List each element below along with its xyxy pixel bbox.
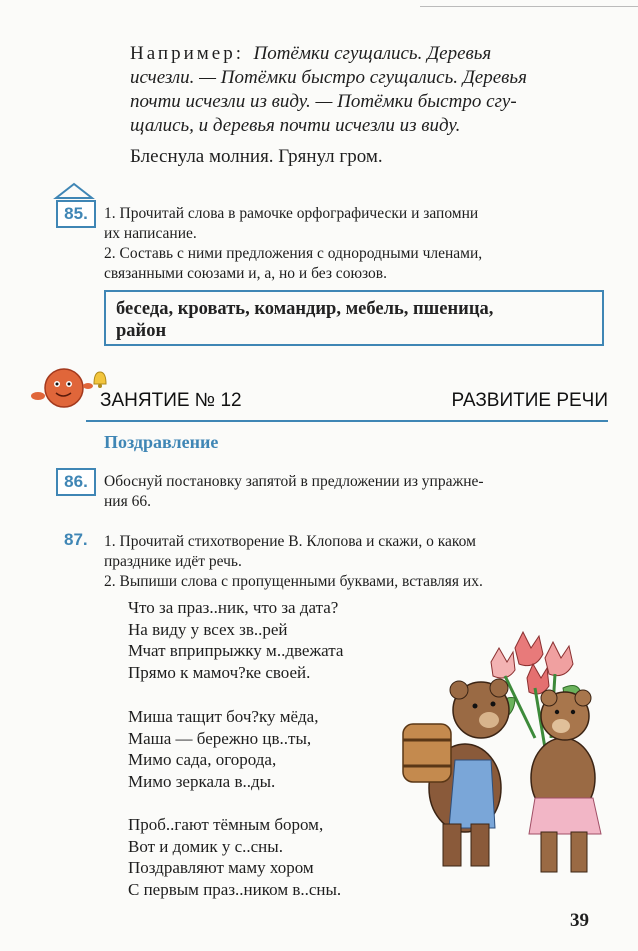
example-line: щались, и деревья почти исчезли из виду. <box>130 115 461 136</box>
task-87-number: 87. <box>64 530 88 549</box>
poem-line: Мимо сада, огорода, <box>128 750 277 769</box>
word-box-line: беседа, кровать, командир, мебель, пшеница, <box>116 299 494 319</box>
task-line: связанными союзами и, а, но и без союзов. <box>104 265 387 282</box>
poem-stanza-2 <box>128 706 318 792</box>
lesson-subtitle: Поздравление <box>104 432 219 452</box>
poem-stanza-3 <box>128 814 341 900</box>
example-block <box>130 42 610 138</box>
task-line: празднике идёт речь. <box>104 553 242 570</box>
poem-line: Что за праз..ник, что за дата? <box>128 598 339 617</box>
task-line: 1. Прочитай слова в рамочке орфографически и запомни <box>104 205 479 222</box>
task-87-text <box>104 532 614 592</box>
poem-line: Маша — бережно цв..ты, <box>128 728 312 748</box>
poem-line: Вот и домик у с..сны. <box>128 836 283 856</box>
poem-line: Миша тащит боч?ку мёда, <box>128 707 319 726</box>
lesson-divider <box>86 420 608 422</box>
bears-illustration <box>395 628 615 890</box>
poem-line: Проб..гают тёмным бором, <box>128 815 324 834</box>
example-line: почти исчезли из виду. — Потёмки быстро сгу- <box>130 91 517 112</box>
bear-misha <box>403 679 509 866</box>
task-line: ния 66. <box>104 493 151 510</box>
task-86-text <box>104 472 614 512</box>
poem-line: Прямо к мамоч?ке своей. <box>128 662 311 682</box>
example-second: Блеснула молния. Грянул гром. <box>130 146 383 167</box>
top-rule <box>420 6 638 7</box>
poem-line: С первым праз..ником в..сны. <box>128 879 342 899</box>
word-box-line: район <box>116 321 167 341</box>
page-number: 39 <box>570 910 589 931</box>
poem-line: Поздравляют маму хором <box>128 858 314 877</box>
task-line: Обоснуй постановку запятой в предложении из упражне- <box>104 473 484 490</box>
lesson-title: ЗАНЯТИЕ № 12 <box>100 390 242 411</box>
poem-line: Мчат вприпрыжку м..двежата <box>128 641 344 660</box>
task-85-number: 85. <box>56 200 96 228</box>
poem-stanza-1 <box>128 597 343 683</box>
example-line: Потёмки сгущались. Деревья <box>253 43 492 64</box>
poem-line: На виду у всех зв..рей <box>128 619 288 639</box>
lesson-section: РАЗВИТИЕ РЕЧИ <box>451 390 608 411</box>
task-86-number: 86. <box>56 468 96 496</box>
task-line: 2. Выпиши слова с пропущенными буквами, вставляя их. <box>104 573 483 590</box>
bell-icon <box>90 368 110 390</box>
lesson-header <box>100 390 608 416</box>
task-line: 2. Составь с ними предложения с однородными членами, <box>104 245 483 262</box>
poem-line: Мимо зеркала в..ды. <box>128 771 276 791</box>
task-line: их написание. <box>104 225 197 242</box>
task-85-text <box>104 204 614 284</box>
example-line: исчезли. — Потёмки быстро сгущались. Деревья <box>130 67 527 88</box>
task-line: 1. Прочитай стихотворение В. Клопова и скажи, о каком <box>104 533 476 550</box>
word-box <box>104 290 604 346</box>
example-lead: Например: <box>130 43 244 64</box>
